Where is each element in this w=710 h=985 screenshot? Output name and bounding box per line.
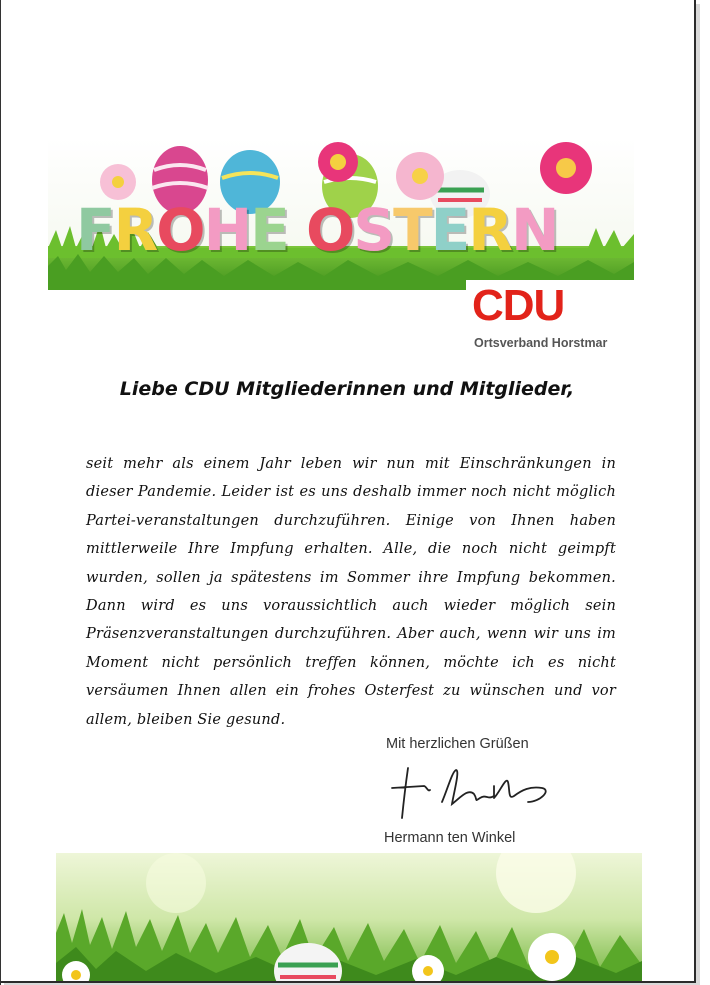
banner-letter: R — [113, 196, 157, 264]
banner-letter: F — [76, 196, 114, 264]
cdu-logo — [466, 280, 634, 358]
frohe-ostern-wordmark — [76, 196, 616, 264]
banner-letter: E — [250, 196, 288, 264]
banner-letter: S — [353, 196, 394, 264]
letter-body: seit mehr als einem Jahr leben wir nun mit Einschränkungen in dieser Pandemie. Leider ist es uns deshalb immer noch nicht möglich Partei-veranstaltungen durchzuführen. Einige von Ihnen haben mittlerweile Ihre Impfung erhalten. Alle, die noch nicht geimpft wurden, sollen ja spätestens im Sommer ihre Impfung bekommen. Dann wird es uns voraussichtlich auch wieder möglich sein Präsenzveranstaltungen durchzuführen. Aber auch, wenn wir uns im Moment nicht persönlich treffen können, möchte ich es nicht versäumen Ihnen allen ein frohes Osterfest zu wünschen und vor allem, bleiben Sie gesund. — [86, 456, 616, 728]
cdu-logo-subtitle: Ortsverband Horstmar — [474, 336, 608, 350]
handwritten-signature — [382, 758, 562, 828]
page-left-border — [0, 0, 1, 985]
banner-letter: O — [305, 196, 354, 264]
spring-meadow-image — [56, 853, 642, 983]
banner-letter: T — [393, 196, 431, 264]
banner-letter: O — [156, 196, 204, 264]
easter-banner-image — [48, 138, 634, 290]
signature-block — [370, 728, 572, 856]
greeting-heading: Liebe CDU Mitgliederinnen und Mitglieder, — [119, 378, 575, 400]
banner-letter: R — [468, 196, 511, 264]
closing-line: Mit herzlichen Grüßen — [386, 736, 529, 752]
banner-letter: N — [510, 196, 558, 264]
banner-letter — [288, 196, 306, 264]
cdu-logo-text: CDU — [472, 281, 565, 330]
banner-letter: E — [430, 196, 469, 264]
signer-name: Hermann ten Winkel — [384, 830, 516, 846]
banner-letter: H — [203, 196, 251, 264]
